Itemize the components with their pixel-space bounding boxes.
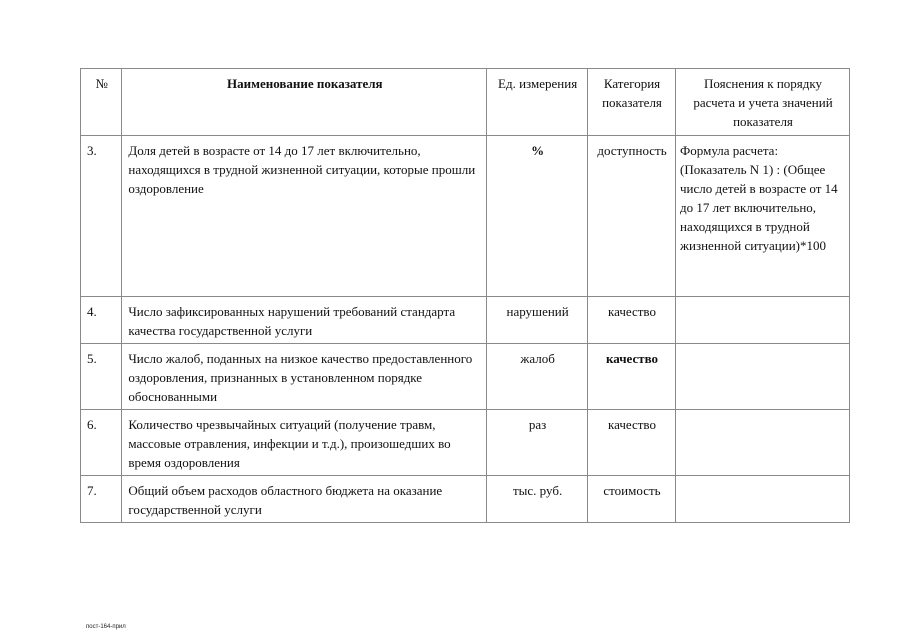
row-explanation [676, 344, 850, 410]
row-category: качество [587, 410, 675, 476]
row-num: 4. [81, 297, 122, 344]
row-unit: тыс. руб. [487, 476, 588, 523]
table-row [81, 136, 850, 297]
header-name: Наименование показателя [122, 69, 487, 136]
row-num: 5. [81, 344, 122, 410]
table-row [81, 344, 850, 410]
row-name: Число зафиксированных нарушений требований стандарта качества государственной услуги [122, 297, 487, 344]
row-unit: жалоб [487, 344, 588, 410]
row-explanation [676, 476, 850, 523]
row-category: доступность [587, 136, 675, 297]
row-name: Число жалоб, поданных на низкое качество предоставленного оздоровления, признанных в установленном порядке обоснованными [122, 344, 487, 410]
row-name: Количество чрезвычайных ситуаций (получение травм, массовые отравления, инфекции и т.д.), произошедших во время оздоровления [122, 410, 487, 476]
row-num: 3. [81, 136, 122, 297]
row-num: 6. [81, 410, 122, 476]
indicators-table [80, 68, 850, 523]
row-explanation [676, 410, 850, 476]
row-name: Доля детей в возрасте от 14 до 17 лет включительно, находящихся в трудной жизненной ситуации, которые прошли оздоровление [122, 136, 487, 297]
header-unit: Ед. измерения [487, 69, 588, 136]
table-row [81, 410, 850, 476]
row-explanation: Формула расчета: (Показатель N 1) : (Общее число детей в возрасте от 14 до 17 лет включительно, находящихся в трудной жизненной ситуации)*100 [676, 136, 850, 297]
table-header-row [81, 69, 850, 136]
row-num: 7. [81, 476, 122, 523]
row-unit: % [487, 136, 588, 297]
row-unit: раз [487, 410, 588, 476]
row-category: качество [587, 344, 675, 410]
row-unit: нарушений [487, 297, 588, 344]
table-row [81, 476, 850, 523]
header-explanation: Пояснения к порядку расчета и учета значений показателя [676, 69, 850, 136]
header-category: Категория показателя [587, 69, 675, 136]
row-category: стоимость [587, 476, 675, 523]
footer-file-mark: пост-164-прил [86, 624, 126, 630]
row-explanation [676, 297, 850, 344]
header-num: № [81, 69, 122, 136]
table-row [81, 297, 850, 344]
row-name: Общий объем расходов областного бюджета на оказание государственной услуги [122, 476, 487, 523]
row-category: качество [587, 297, 675, 344]
